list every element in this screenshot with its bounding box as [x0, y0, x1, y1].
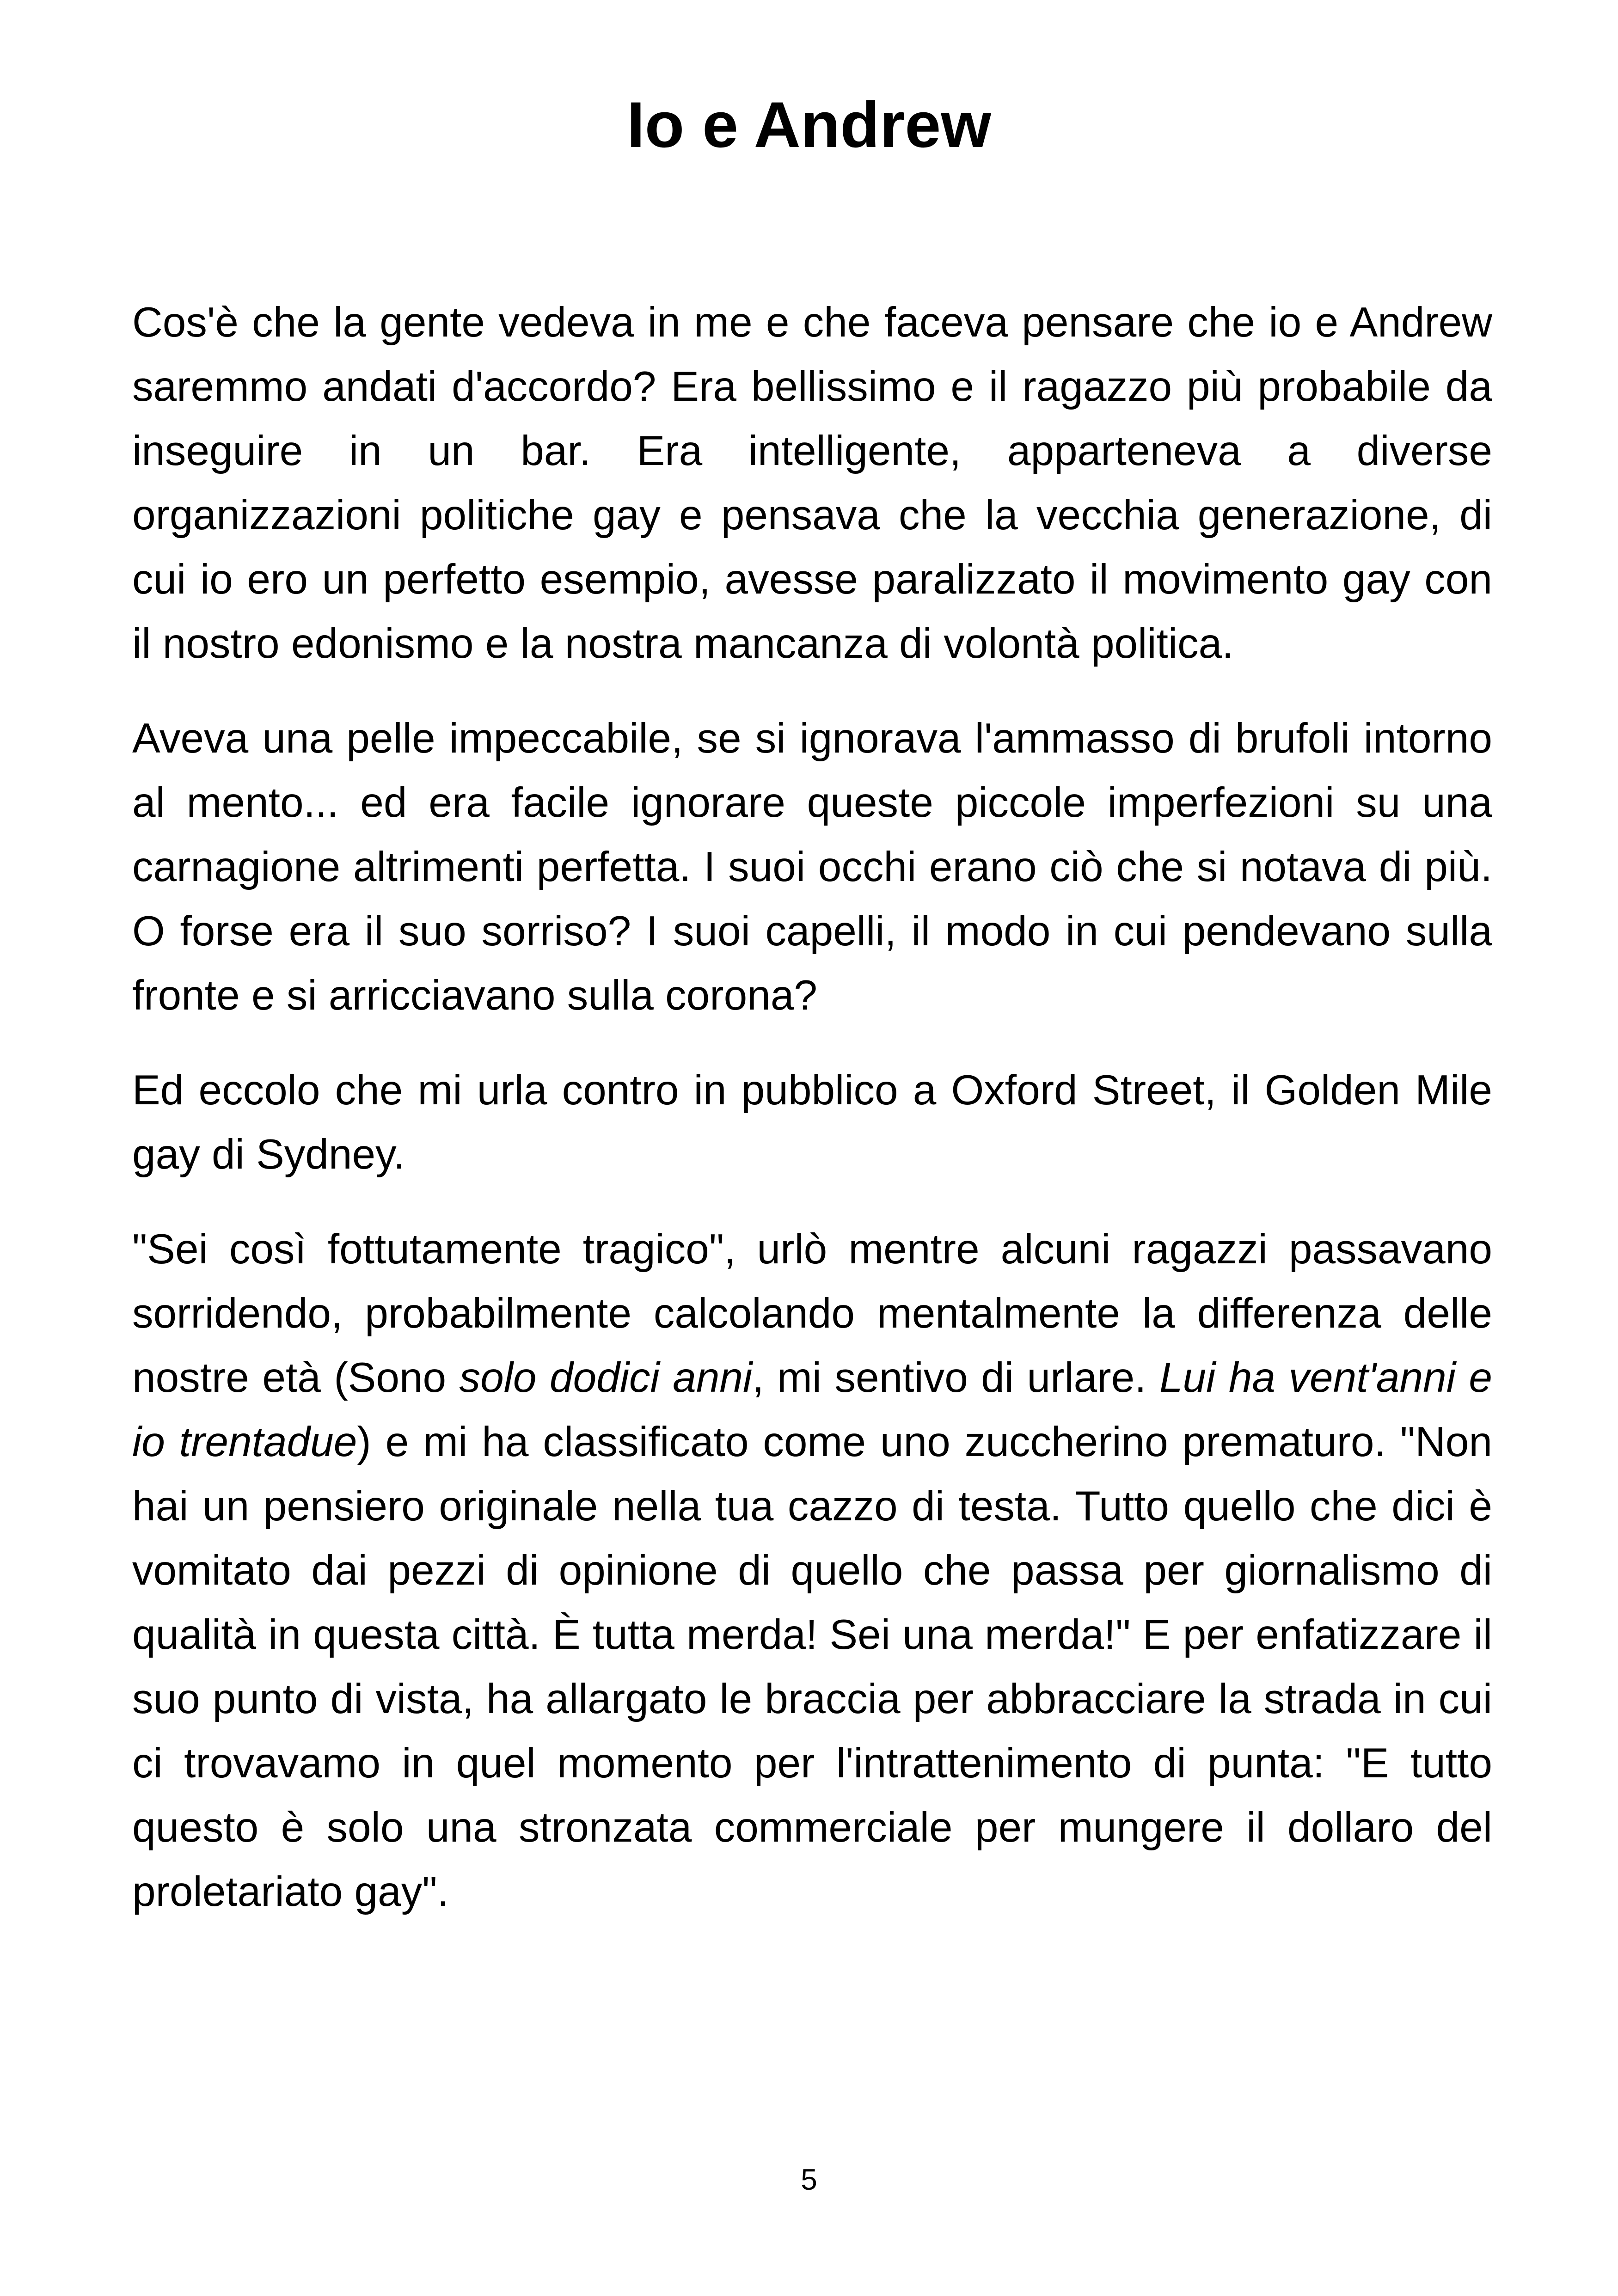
page-number: 5	[801, 2163, 817, 2196]
page-title: Io e Andrew	[626, 88, 992, 161]
body-text	[132, 290, 1492, 1954]
paragraph-3: Ed eccolo che mi urla contro in pubblico a Oxford Street, il Golden Mile gay di Sydney.	[132, 1067, 1492, 1178]
paragraph-4-italic-1: solo dodici anni	[459, 1354, 753, 1401]
paragraph-2: Aveva una pelle impeccabile, se si ignorava l'ammasso di brufoli intorno al mento... ed era facile ignorare queste piccole imperfezioni su una carnagione altrimenti perfetta. I suoi occhi erano ciò che si notava di più. O forse era il suo sorriso? I suoi capelli, il modo in cui pendevano sulla fronte e si arricciavano sulla corona?	[132, 715, 1492, 1019]
paragraph-4-text-2: , mi sentivo di urlare.	[752, 1354, 1159, 1401]
paragraph-4	[132, 1217, 1492, 1924]
paragraph-4-text-1: "Sei così fottutamente tragico", urlò mentre alcuni ragazzi passavano sorridendo, probabilmente calcolando mentalmente la differenza delle nostre età (Sono	[132, 1226, 1492, 1401]
paragraph-4-italic-2: Lui ha vent'anni e io trentadue	[132, 1354, 1492, 1465]
paragraph-1: Cos'è che la gente vedeva in me e che faceva pensare che io e Andrew saremmo andati d'accordo? Era bellissimo e il ragazzo più probabile da inseguire in un bar. Era intelligente, apparteneva a diverse organizzazioni politiche gay e pensava che la vecchia generazione, di cui io ero un perfetto esempio, avesse paralizzato il movimento gay con il nostro edonismo e la nostra mancanza di volontà politica.	[132, 299, 1492, 667]
paragraph-4-text-3: ) e mi ha classificato come uno zuccherino prematuro. "Non hai un pensiero originale nella tua cazzo di testa. Tutto quello che dici è vomitato dai pezzi di opinione di quello che passa per giornalismo di qualità in questa città. È tutta merda! Sei una merda!" E per enfatizzare il suo punto di vista, ha allargato le braccia per abbracciare la strada in cui ci trovavamo in quel momento per l'intrattenimento di punta: "E tutto questo è solo una stronzata commerciale per mungere il dollaro del proletariato gay".	[132, 1419, 1493, 1915]
